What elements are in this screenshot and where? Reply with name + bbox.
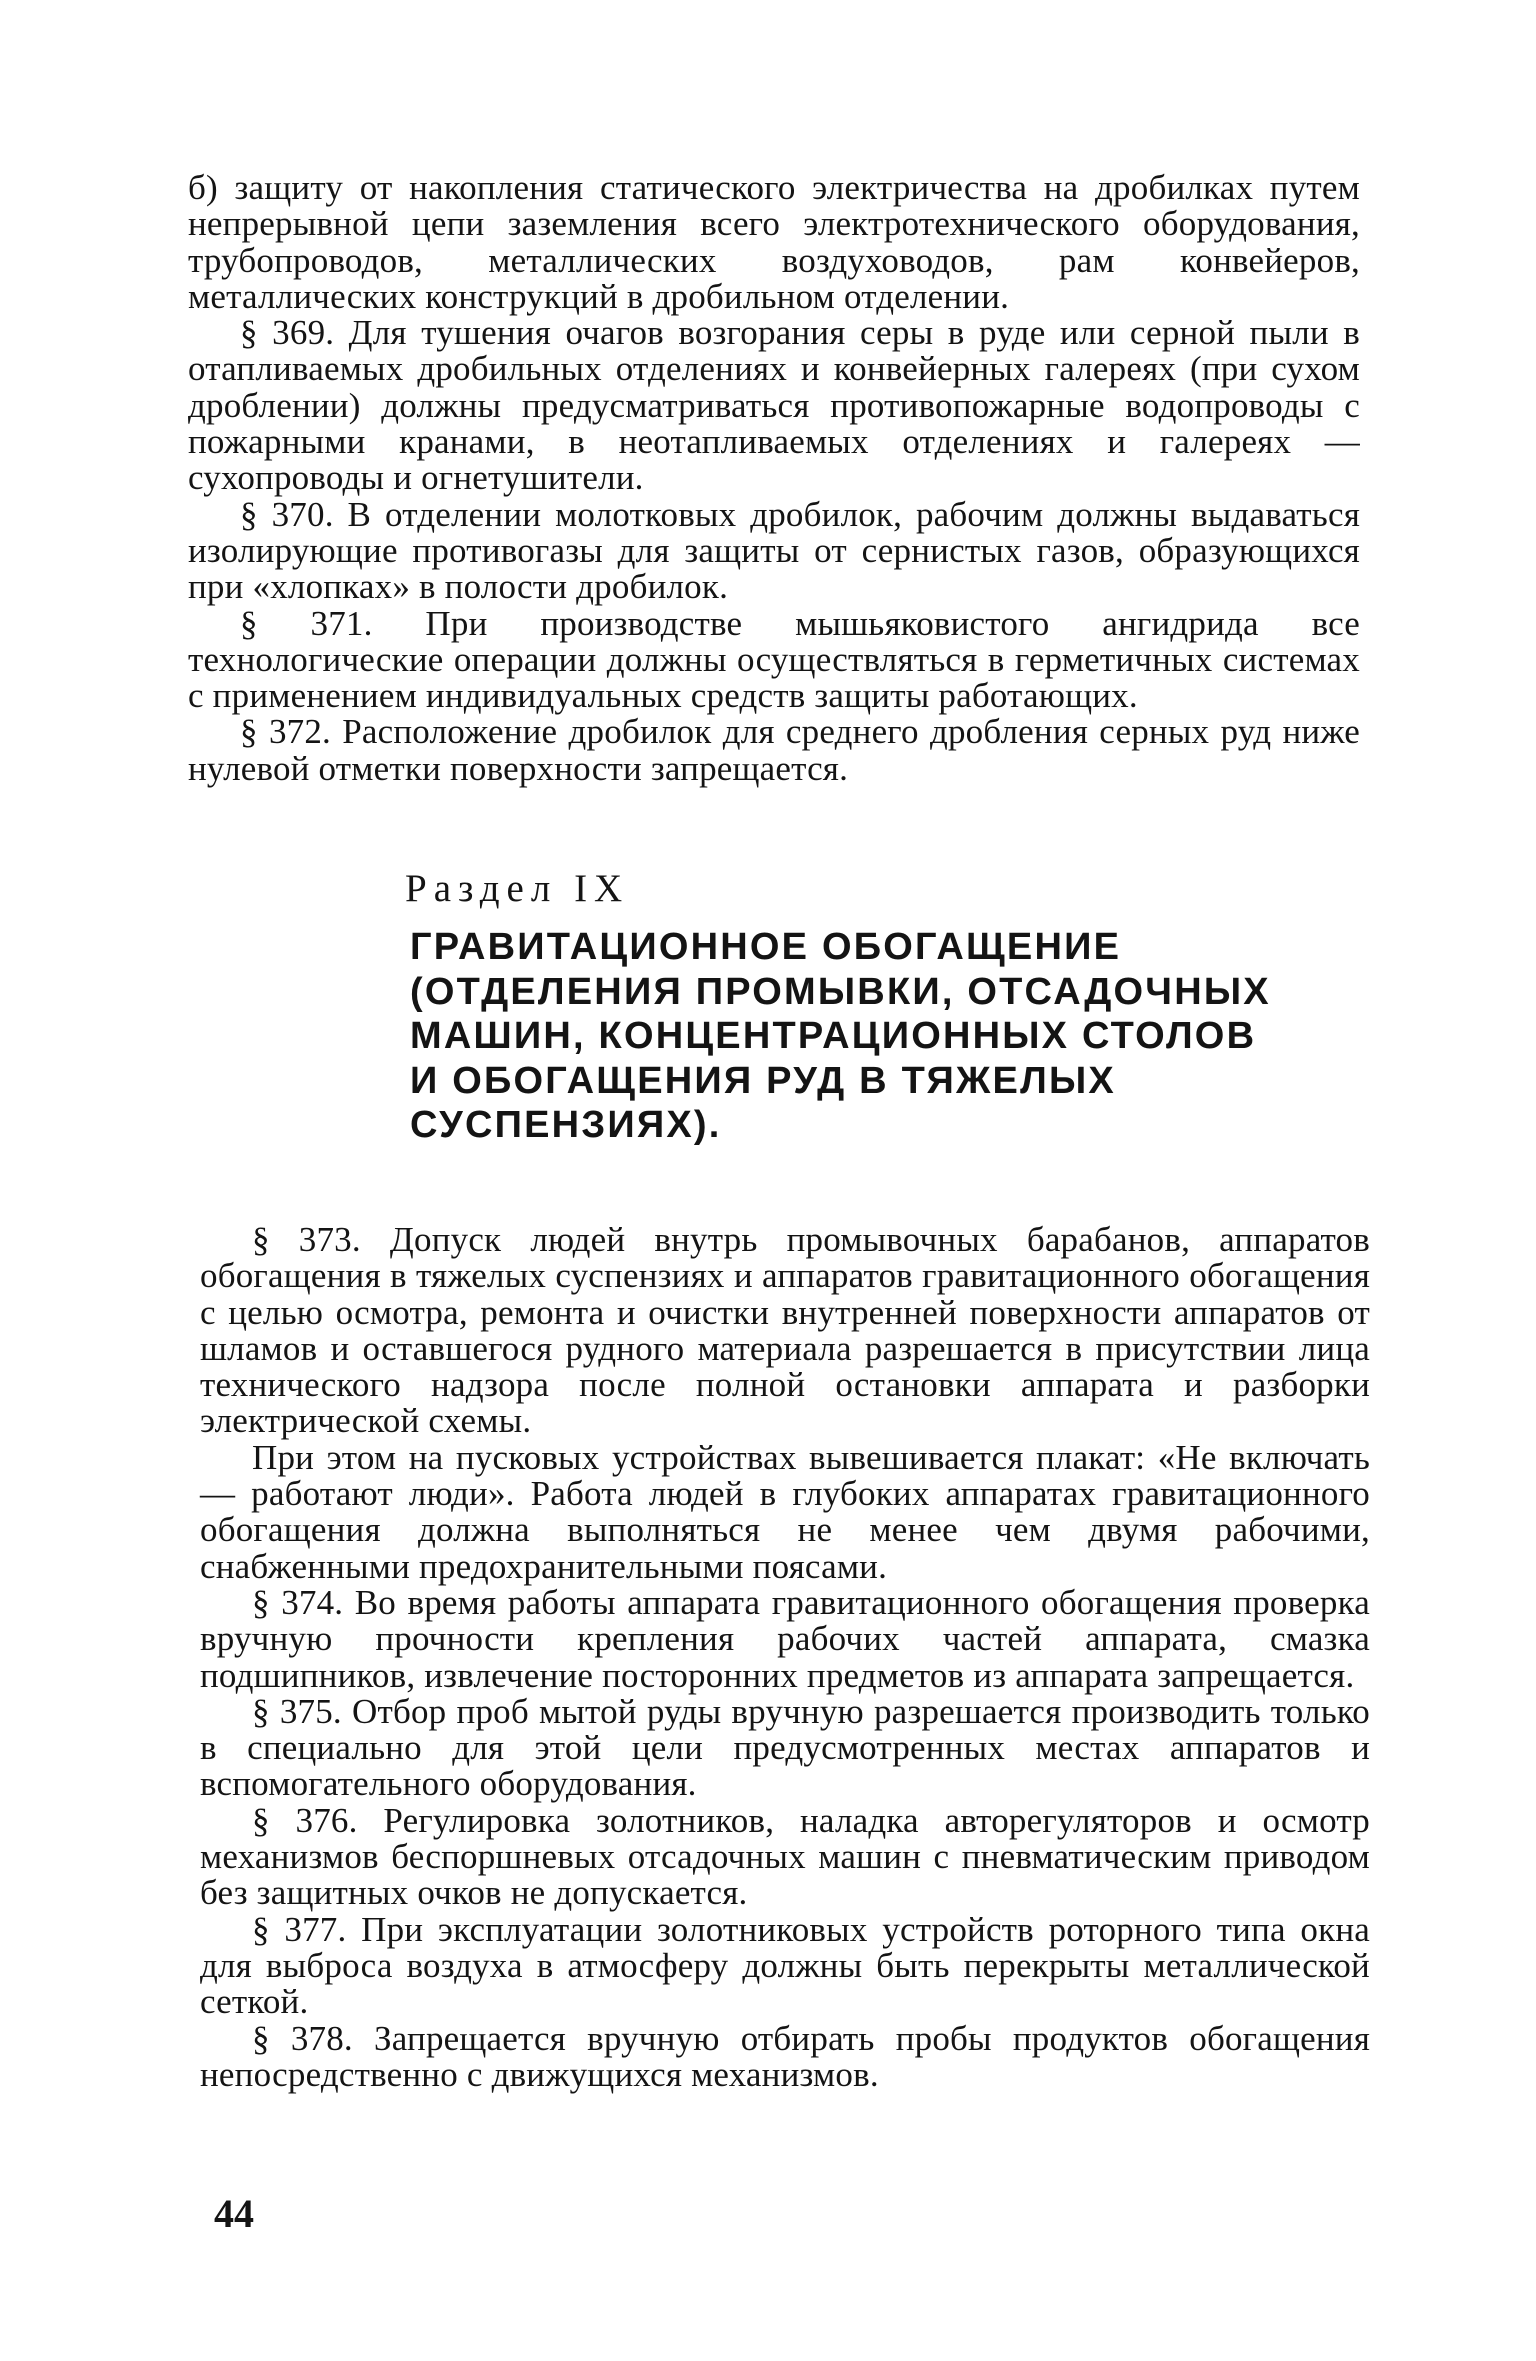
paragraph-369: § 369. Для тушения очагов возгорания серы в руде или серной пыли в отапливаемых дробильных отделениях и конвейерных галереях (при сухом дроблении) должны предусматриваться противопожарные водопроводы с пожарными кранами, в неотапливаемых отделениях и галереях — сухопроводы и огнетушители. [188, 313, 1360, 498]
paragraph-378: § 378. Запрещается вручную отбирать пробы продуктов обогащения непосредственно с движущихся механизмов. [200, 2018, 1370, 2094]
bottom-text-block [200, 1222, 1370, 2093]
paragraph-376: § 376. Регулировка золотников, наладка авторегуляторов и осмотр механизмов беспоршневых отсадочных машин с пневматическим приводом без защитных очков не допускается. [200, 1800, 1370, 1913]
section-label: Раздел IX [405, 867, 630, 910]
paragraph-373-continued: При этом на пусковых устройствах вывешивается плакат: «Не включать — работают люди». Работа людей в глубоких аппаратах гравитационного обогащения должна выполняться не менее чем двумя рабочими, снабженными предохранительными поясами. [200, 1437, 1370, 1586]
section-title-line: (ОТДЕЛЕНИЯ ПРОМЫВКИ, ОТСАДОЧНЫХ [410, 970, 1271, 1013]
paragraph-373: § 373. Допуск людей внутрь промывочных барабанов, аппаратов обогащения в тяжелых суспензиях и аппаратов гравитационного обогащения с целью осмотра, ремонта и очистки внутренней поверхности аппаратов от шламов и оставшегося рудного материала разрешается в присутствии лица технического надзора после полной остановки аппарата и разборки электрической схемы. [200, 1220, 1370, 1441]
paragraph-375: § 375. Отбор проб мытой руды вручную разрешается производить только в специально для этой цели предусмотренных местах аппаратов и вспомогательного оборудования. [200, 1691, 1370, 1804]
section-title-line: СУСПЕНЗИЯХ). [410, 1104, 722, 1146]
paragraph-370: § 370. В отделении молотковых дробилок, рабочим должны выдаваться изолирующие противогазы для защиты от сернистых газов, образующихся при «хлопках» в полости дробилок. [188, 494, 1360, 607]
section-title [410, 925, 1290, 1148]
paragraph-b-static-protection: б) защиту от накопления статического электричества на дробилках путем непрерывной цепи заземления всего электротехнического оборудования, трубопроводов, металлических воздуховодов, рам конвейеров, металлических конструкций в дробильном отделении. [188, 168, 1360, 316]
top-text-block [188, 170, 1360, 787]
section-title-line: МАШИН, КОНЦЕНТРАЦИОННЫХ СТОЛОВ [410, 1015, 1257, 1057]
paragraph-374: § 374. Во время работы аппарата гравитационного обогащения проверка вручную прочности крепления рабочих частей аппарата, смазка подшипников, извлечение посторонних предметов из аппарата запрещается. [200, 1582, 1370, 1695]
paragraph-371: § 371. При производстве мышьяковистого ангидрида все технологические операции должны осуществляться в герметичных системах с применением индивидуальных средств защиты работающих. [188, 603, 1360, 716]
paragraph-372: § 372. Расположение дробилок для среднего дробления серных руд ниже нулевой отметки поверхности запрещается. [188, 712, 1360, 788]
section-title-line: И ОБОГАЩЕНИЯ РУД В ТЯЖЕЛЫХ [410, 1059, 1116, 1102]
page-number: 44 [214, 2191, 254, 2236]
section-title-line: ГРАВИТАЦИОННОЕ ОБОГАЩЕНИЕ [410, 926, 1122, 968]
paragraph-377: § 377. При эксплуатации золотниковых устройств роторного типа окна для выброса воздуха в атмосферу должны быть перекрыты металлической сеткой. [200, 1909, 1370, 2022]
